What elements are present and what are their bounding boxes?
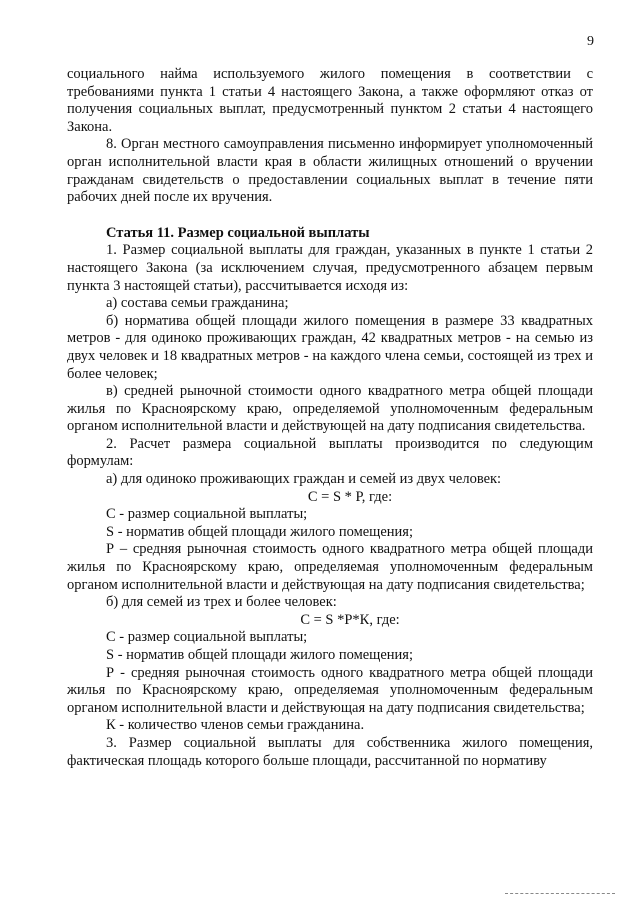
definition-c: С - размер социальной выплаты; xyxy=(106,506,308,523)
definition-s: S - норматив общей площади жилого помещения; xyxy=(106,523,413,540)
article-11-heading: Статья 11. Размер социальной выплаты xyxy=(106,224,370,241)
subitem-v: в) средней рыночной стоимости одного квадратного метра общей площади жилья по Красноярскому краю, определяемой уполномоченным федеральным органом исполнительной власти и действующей на дату подписания свидетельства. xyxy=(67,383,593,435)
definition-k: К - количество членов семьи гражданина. xyxy=(106,717,365,734)
formula-case-b: С = S *Р*К, где: xyxy=(300,611,400,628)
definition-p: Р – средняя рыночная стоимость одного квадратного метра общей площади жилья по Красноярскому краю, определяемая уполномоченным федеральным органом исполнительной власти и действующая на дату подписания свидетельства; xyxy=(67,541,593,593)
subitem-b: б) норматива общей площади жилого помещения в размере 33 квадратных метров - для одиноко проживающих граждан, 42 квадратных метров - на семью из двух человек и 18 квадратных метров - на каждого члена семьи, состоящей из трех и более человек; xyxy=(67,312,593,382)
formula-case-a: С = S * Р, где: xyxy=(307,488,393,505)
case-a-intro: а) для одиноко проживающих граждан и семей из двух человек: xyxy=(106,471,502,488)
document-body xyxy=(67,66,593,770)
page-number: 9 xyxy=(587,34,594,49)
paragraph-item-8: 8. Орган местного самоуправления письменно информирует уполномоченный орган исполнительной власти края в области жилищных отношений о вручении гражданам свидетельств о предоставлении социальных выплат в течение пяти рабочих дней после их вручения. xyxy=(67,136,593,206)
paragraph-item-1: 1. Размер социальной выплаты для граждан, указанных в пункте 1 статьи 2 настоящего Закона (за исключением случая, предусмотренного абзацем первым пункта 3 настоящей статьи), рассчитывается исходя из: xyxy=(67,242,593,294)
footer-rule xyxy=(505,893,615,894)
subitem-a: а) состава семьи гражданина; xyxy=(106,295,289,312)
paragraph-item-3: 3. Размер социальной выплаты для собственника жилого помещения, фактическая площадь которого больше площади, рассчитанной по нормативу xyxy=(67,734,593,769)
definition-p-b: Р - средняя рыночная стоимость одного квадратного метра общей площади жилья по Красноярскому краю, определяемая уполномоченным федеральным органом исполнительной власти и действующая на дату подписания свидетельства; xyxy=(67,664,593,716)
definition-c-b: С - размер социальной выплаты; xyxy=(106,629,308,646)
case-b-intro: б) для семей из трех и более человек: xyxy=(106,594,337,611)
paragraph-continuation: социального найма используемого жилого помещения в соответствии с требованиями пункта 1 статьи 4 настоящего Закона, а также оформляют отказ от получения социальных выплат, предусмотренный пунктом 2 статьи 4 настоящего Закона. xyxy=(67,66,593,135)
paragraph-item-2: 2. Расчет размера социальной выплаты производится по следующим формулам: xyxy=(67,435,593,470)
definition-s-b: S - норматив общей площади жилого помещения; xyxy=(106,647,413,663)
